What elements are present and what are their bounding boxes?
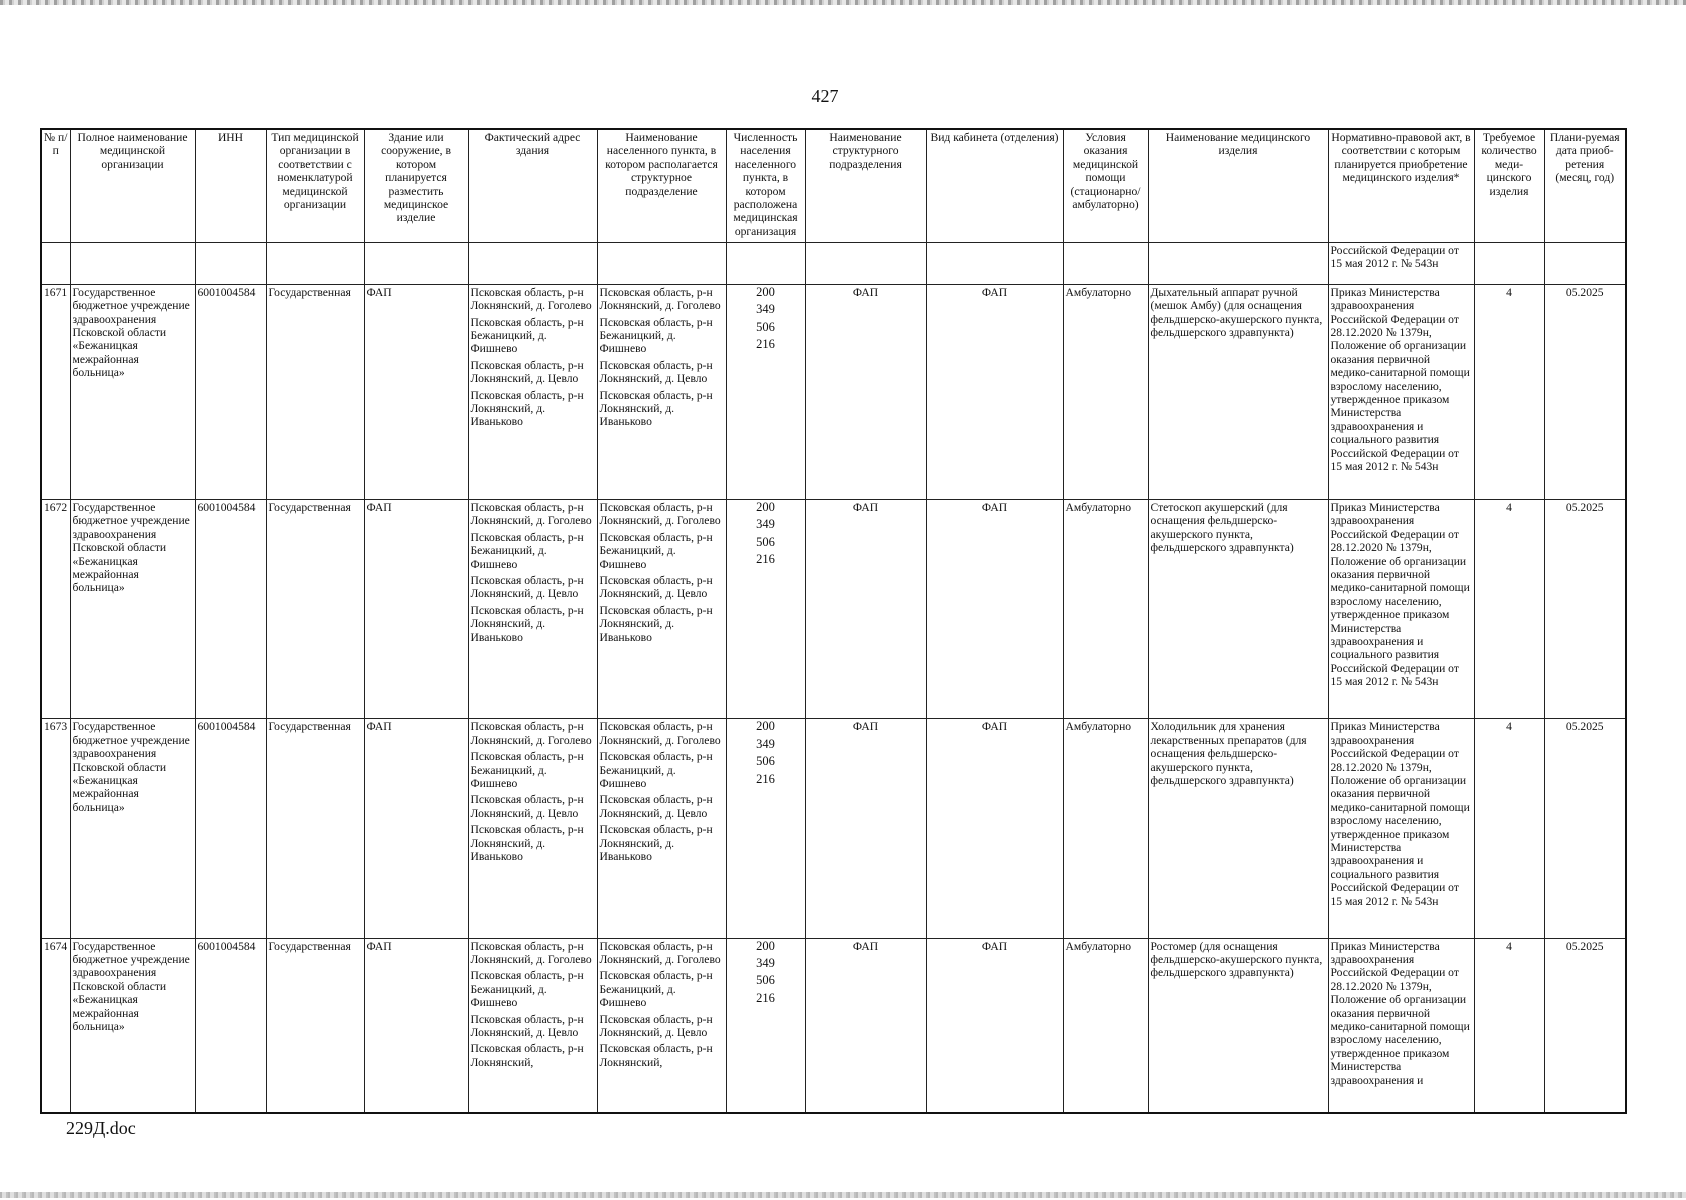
population-value: 349 [756, 955, 775, 970]
row-number: 1671 [41, 284, 70, 499]
quantity: 4 [1474, 719, 1544, 938]
empty-cell [41, 243, 70, 285]
empty-cell [1474, 243, 1544, 285]
address-list [468, 938, 597, 1113]
settlement-item: Псковская область, р-н Локнянский, д. Цевло [599, 793, 713, 820]
empty-cell [597, 243, 726, 285]
header-cell: Тип медицинской организации в соответствии с номенклатурой медицинской организации [266, 129, 364, 243]
empty-cell [364, 243, 468, 285]
population-list [726, 938, 805, 1113]
inn: 6001004584 [195, 284, 266, 499]
org-name: Государственное бюджетное учреждение здравоохранения Псковской области «Бежаницкая межрайонная больница» [70, 719, 195, 938]
settlement-list [597, 500, 726, 719]
settlement-item: Псковская область, р-н Бежаницкий, д. Фишнево [599, 530, 713, 571]
legal-act: Приказ Министерства здравоохранения Российской Федерации от 28.12.2020 № 1379н, Положение об организации оказания первичной медико-санитарной помощи взрослому населению, утвержденное приказом Министерства здравоохранения и социального развития Российской Федерации от 15 мая 2012 г. № 543н [1328, 284, 1474, 499]
header-cell: Наименование структурного подразделения [805, 129, 926, 243]
address-item: Псковская область, р-н Локнянский, д. Цевло [470, 358, 584, 386]
address-item: Псковская область, р-н Бежаницкий, д. Фишнево [470, 969, 584, 1010]
population-value: 216 [756, 771, 775, 786]
table-row [41, 500, 1626, 719]
scan-edge-bottom [0, 1192, 1686, 1198]
address-item: Псковская область, р-н Локнянский, [470, 1042, 584, 1069]
population-value: 349 [756, 517, 775, 532]
quantity: 4 [1474, 500, 1544, 719]
settlement-item: Псковская область, р-н Локнянский, д. Цевло [599, 574, 713, 601]
address-item: Псковская область, р-н Локнянский, д. Гоголево [470, 501, 592, 528]
address-item: Псковская область, р-н Локнянский, д. Иваньково [470, 603, 584, 644]
population-value: 506 [756, 973, 775, 988]
row-number: 1673 [41, 719, 70, 938]
scan-edge-top [0, 0, 1686, 5]
settlement-item: Псковская область, р-н Локнянский, д. Иваньково [599, 823, 713, 863]
settlement-item: Псковская область, р-н Локнянский, [599, 1042, 713, 1069]
address-item: Псковская область, р-н Локнянский, д. Цевло [470, 1012, 584, 1039]
settlement-item: Псковская область, р-н Бежаницкий, д. Фишнево [599, 969, 713, 1010]
row-number: 1674 [41, 938, 70, 1113]
header-cell: Условия оказания медицинской помощи (стационарно/ амбулаторно) [1063, 129, 1148, 243]
address-item: Псковская область, р-н Локнянский, д. Гоголево [470, 285, 592, 313]
inn: 6001004584 [195, 500, 266, 719]
purchase-date: 05.2025 [1544, 284, 1626, 499]
building: ФАП [364, 719, 468, 938]
settlement-item: Псковская область, р-н Локнянский, д. Цевло [599, 358, 713, 386]
org-type: Государственная [266, 284, 364, 499]
population-value: 216 [756, 552, 775, 567]
inn: 6001004584 [195, 938, 266, 1113]
building: ФАП [364, 938, 468, 1113]
population-list [726, 719, 805, 938]
population-value: 200 [756, 719, 775, 734]
cabinet-type: ФАП [926, 938, 1063, 1113]
header-cell: № п/п [41, 129, 70, 243]
population-value: 506 [756, 754, 775, 769]
address-list [468, 284, 597, 499]
empty-cell [468, 243, 597, 285]
table-row [41, 938, 1626, 1113]
legal-act: Приказ Министерства здравоохранения Российской Федерации от 28.12.2020 № 1379н, Положение об организации оказания первичной медико-санитарной помощи взрослому населению, утвержденное приказом Министерства здравоохранения и социального развития Российской Федерации от 15 мая 2012 г. № 543н [1328, 500, 1474, 719]
org-type: Государственная [266, 500, 364, 719]
settlement-list [597, 938, 726, 1113]
table-row [41, 719, 1626, 938]
header-cell: Плани-руемая дата приоб-ретения (месяц, год) [1544, 129, 1626, 243]
purchase-date: 05.2025 [1544, 719, 1626, 938]
purchase-date: 05.2025 [1544, 938, 1626, 1113]
org-type: Государственная [266, 938, 364, 1113]
device-name: Ростомер (для оснащения фельдшерско-акушерского пункта, фельдшерского здравпункта) [1148, 938, 1328, 1113]
settlement-item: Псковская область, р-н Локнянский, д. Гоголево [599, 501, 721, 528]
building: ФАП [364, 500, 468, 719]
purchase-date: 05.2025 [1544, 500, 1626, 719]
device-name: Стетоскоп акушерский (для оснащения фельдшерско-акушерского пункта, фельдшерского здравпункта) [1148, 500, 1328, 719]
settlement-item: Псковская область, р-н Бежаницкий, д. Фишнево [599, 750, 713, 790]
empty-cell [1544, 243, 1626, 285]
header-cell: Полное наименование медицинской организации [70, 129, 195, 243]
population-value: 349 [756, 736, 775, 751]
header-cell: Наименование медицинского изделия [1148, 129, 1328, 243]
address-item: Псковская область, р-н Бежаницкий, д. Фишнево [470, 530, 584, 571]
device-name: Дыхательный аппарат ручной (мешок Амбу) (для оснащения фельдшерско-акушерского пункта, фельдшерского здравпункта) [1148, 284, 1328, 499]
care-conditions: Амбулаторно [1063, 719, 1148, 938]
empty-cell [1063, 243, 1148, 285]
population-value: 506 [756, 534, 775, 549]
quantity: 4 [1474, 284, 1544, 499]
empty-cell [805, 243, 926, 285]
empty-cell [726, 243, 805, 285]
cabinet-type: ФАП [926, 500, 1063, 719]
cabinet-type: ФАП [926, 284, 1063, 499]
continuation-row [41, 243, 1626, 285]
address-list [468, 500, 597, 719]
quantity: 4 [1474, 938, 1544, 1113]
settlement-list [597, 284, 726, 499]
empty-cell [926, 243, 1063, 285]
population-value: 200 [756, 500, 775, 514]
header-cell: ИНН [195, 129, 266, 243]
population-value: 349 [756, 302, 775, 317]
header-cell: Фактический адрес здания [468, 129, 597, 243]
settlement-item: Псковская область, р-н Локнянский, д. Иваньково [599, 388, 713, 429]
equipment-register-table [40, 128, 1627, 1114]
unit-name: ФАП [805, 284, 926, 499]
care-conditions: Амбулаторно [1063, 938, 1148, 1113]
header-cell: Здание или сооружение, в котором планируется разместить медицинское изделие [364, 129, 468, 243]
org-name: Государственное бюджетное учреждение здравоохранения Псковской области «Бежаницкая межрайонная больница» [70, 284, 195, 499]
row-number: 1672 [41, 500, 70, 719]
settlement-list [597, 719, 726, 938]
table-row [41, 284, 1626, 499]
header-cell: Численность населения населенного пункта, в котором расположена медицинская организация [726, 129, 805, 243]
header-cell: Наименование населенного пункта, в котором располагается структурное подразделение [597, 129, 726, 243]
care-conditions: Амбулаторно [1063, 500, 1148, 719]
address-item: Псковская область, р-н Локнянский, д. Цевло [470, 574, 584, 601]
settlement-item: Псковская область, р-н Локнянский, д. Гоголево [599, 939, 721, 966]
settlement-item: Псковская область, р-н Локнянский, д. Гоголево [599, 720, 721, 747]
org-name: Государственное бюджетное учреждение здравоохранения Псковской области «Бежаницкая межрайонная больница» [70, 938, 195, 1113]
empty-cell [70, 243, 195, 285]
population-value: 200 [756, 284, 775, 299]
population-list [726, 284, 805, 499]
population-value: 506 [756, 319, 775, 334]
unit-name: ФАП [805, 719, 926, 938]
org-name: Государственное бюджетное учреждение здравоохранения Псковской области «Бежаницкая межрайонная больница» [70, 500, 195, 719]
population-value: 216 [756, 990, 775, 1005]
header-cell: Нормативно-правовой акт, в соответствии с которым планируется приобретение медицинского изделия* [1328, 129, 1474, 243]
population-value: 200 [756, 938, 775, 953]
building: ФАП [364, 284, 468, 499]
header-cell: Вид кабинета (отделения) [926, 129, 1063, 243]
settlement-item: Псковская область, р-н Локнянский, д. Цевло [599, 1012, 713, 1039]
legal-act: Приказ Министерства здравоохранения Российской Федерации от 28.12.2020 № 1379н, Положение об организации оказания первичной медико-санитарной помощи взрослому населению, утвержденное приказом Министерства здравоохранения и [1328, 938, 1474, 1113]
address-item: Псковская область, р-н Локнянский, д. Иваньково [470, 823, 584, 863]
empty-cell [1148, 243, 1328, 285]
address-item: Псковская область, р-н Локнянский, д. Цевло [470, 793, 584, 820]
footer-file-name: 229Д.doc [66, 1118, 136, 1138]
legal-act-continuation: Российской Федерации от 15 мая 2012 г. № 543н [1328, 243, 1474, 285]
unit-name: ФАП [805, 500, 926, 719]
page-number: 427 [811, 86, 839, 106]
device-name: Холодильник для хранения лекарственных препаратов (для оснащения фельдшерско-акушерского пункта, фельдшерского здравпункта) [1148, 719, 1328, 938]
address-item: Псковская область, р-н Локнянский, д. Иваньково [470, 388, 584, 429]
cabinet-type: ФАП [926, 719, 1063, 938]
address-item: Псковская область, р-н Бежаницкий, д. Фишнево [470, 315, 584, 356]
legal-act: Приказ Министерства здравоохранения Российской Федерации от 28.12.2020 № 1379н, Положение об организации оказания первичной медико-санитарной помощи взрослому населению, утвержденное приказом Министерства здравоохранения и социального развития Российской Федерации от 15 мая 2012 г. № 543н [1328, 719, 1474, 938]
empty-cell [195, 243, 266, 285]
settlement-item: Псковская область, р-н Локнянский, д. Гоголево [599, 285, 721, 313]
population-list [726, 500, 805, 719]
address-item: Псковская область, р-н Бежаницкий, д. Фишнево [470, 750, 584, 790]
empty-cell [266, 243, 364, 285]
care-conditions: Амбулаторно [1063, 284, 1148, 499]
population-value: 216 [756, 337, 775, 352]
settlement-item: Псковская область, р-н Локнянский, д. Иваньково [599, 603, 713, 644]
address-item: Псковская область, р-н Локнянский, д. Гоголево [470, 939, 592, 966]
address-item: Псковская область, р-н Локнянский, д. Гоголево [470, 720, 592, 747]
settlement-item: Псковская область, р-н Бежаницкий, д. Фишнево [599, 315, 713, 356]
address-list [468, 719, 597, 938]
header-cell: Требуемое количество меди-цинского изделия [1474, 129, 1544, 243]
inn: 6001004584 [195, 719, 266, 938]
unit-name: ФАП [805, 938, 926, 1113]
header-row [41, 129, 1626, 243]
org-type: Государственная [266, 719, 364, 938]
